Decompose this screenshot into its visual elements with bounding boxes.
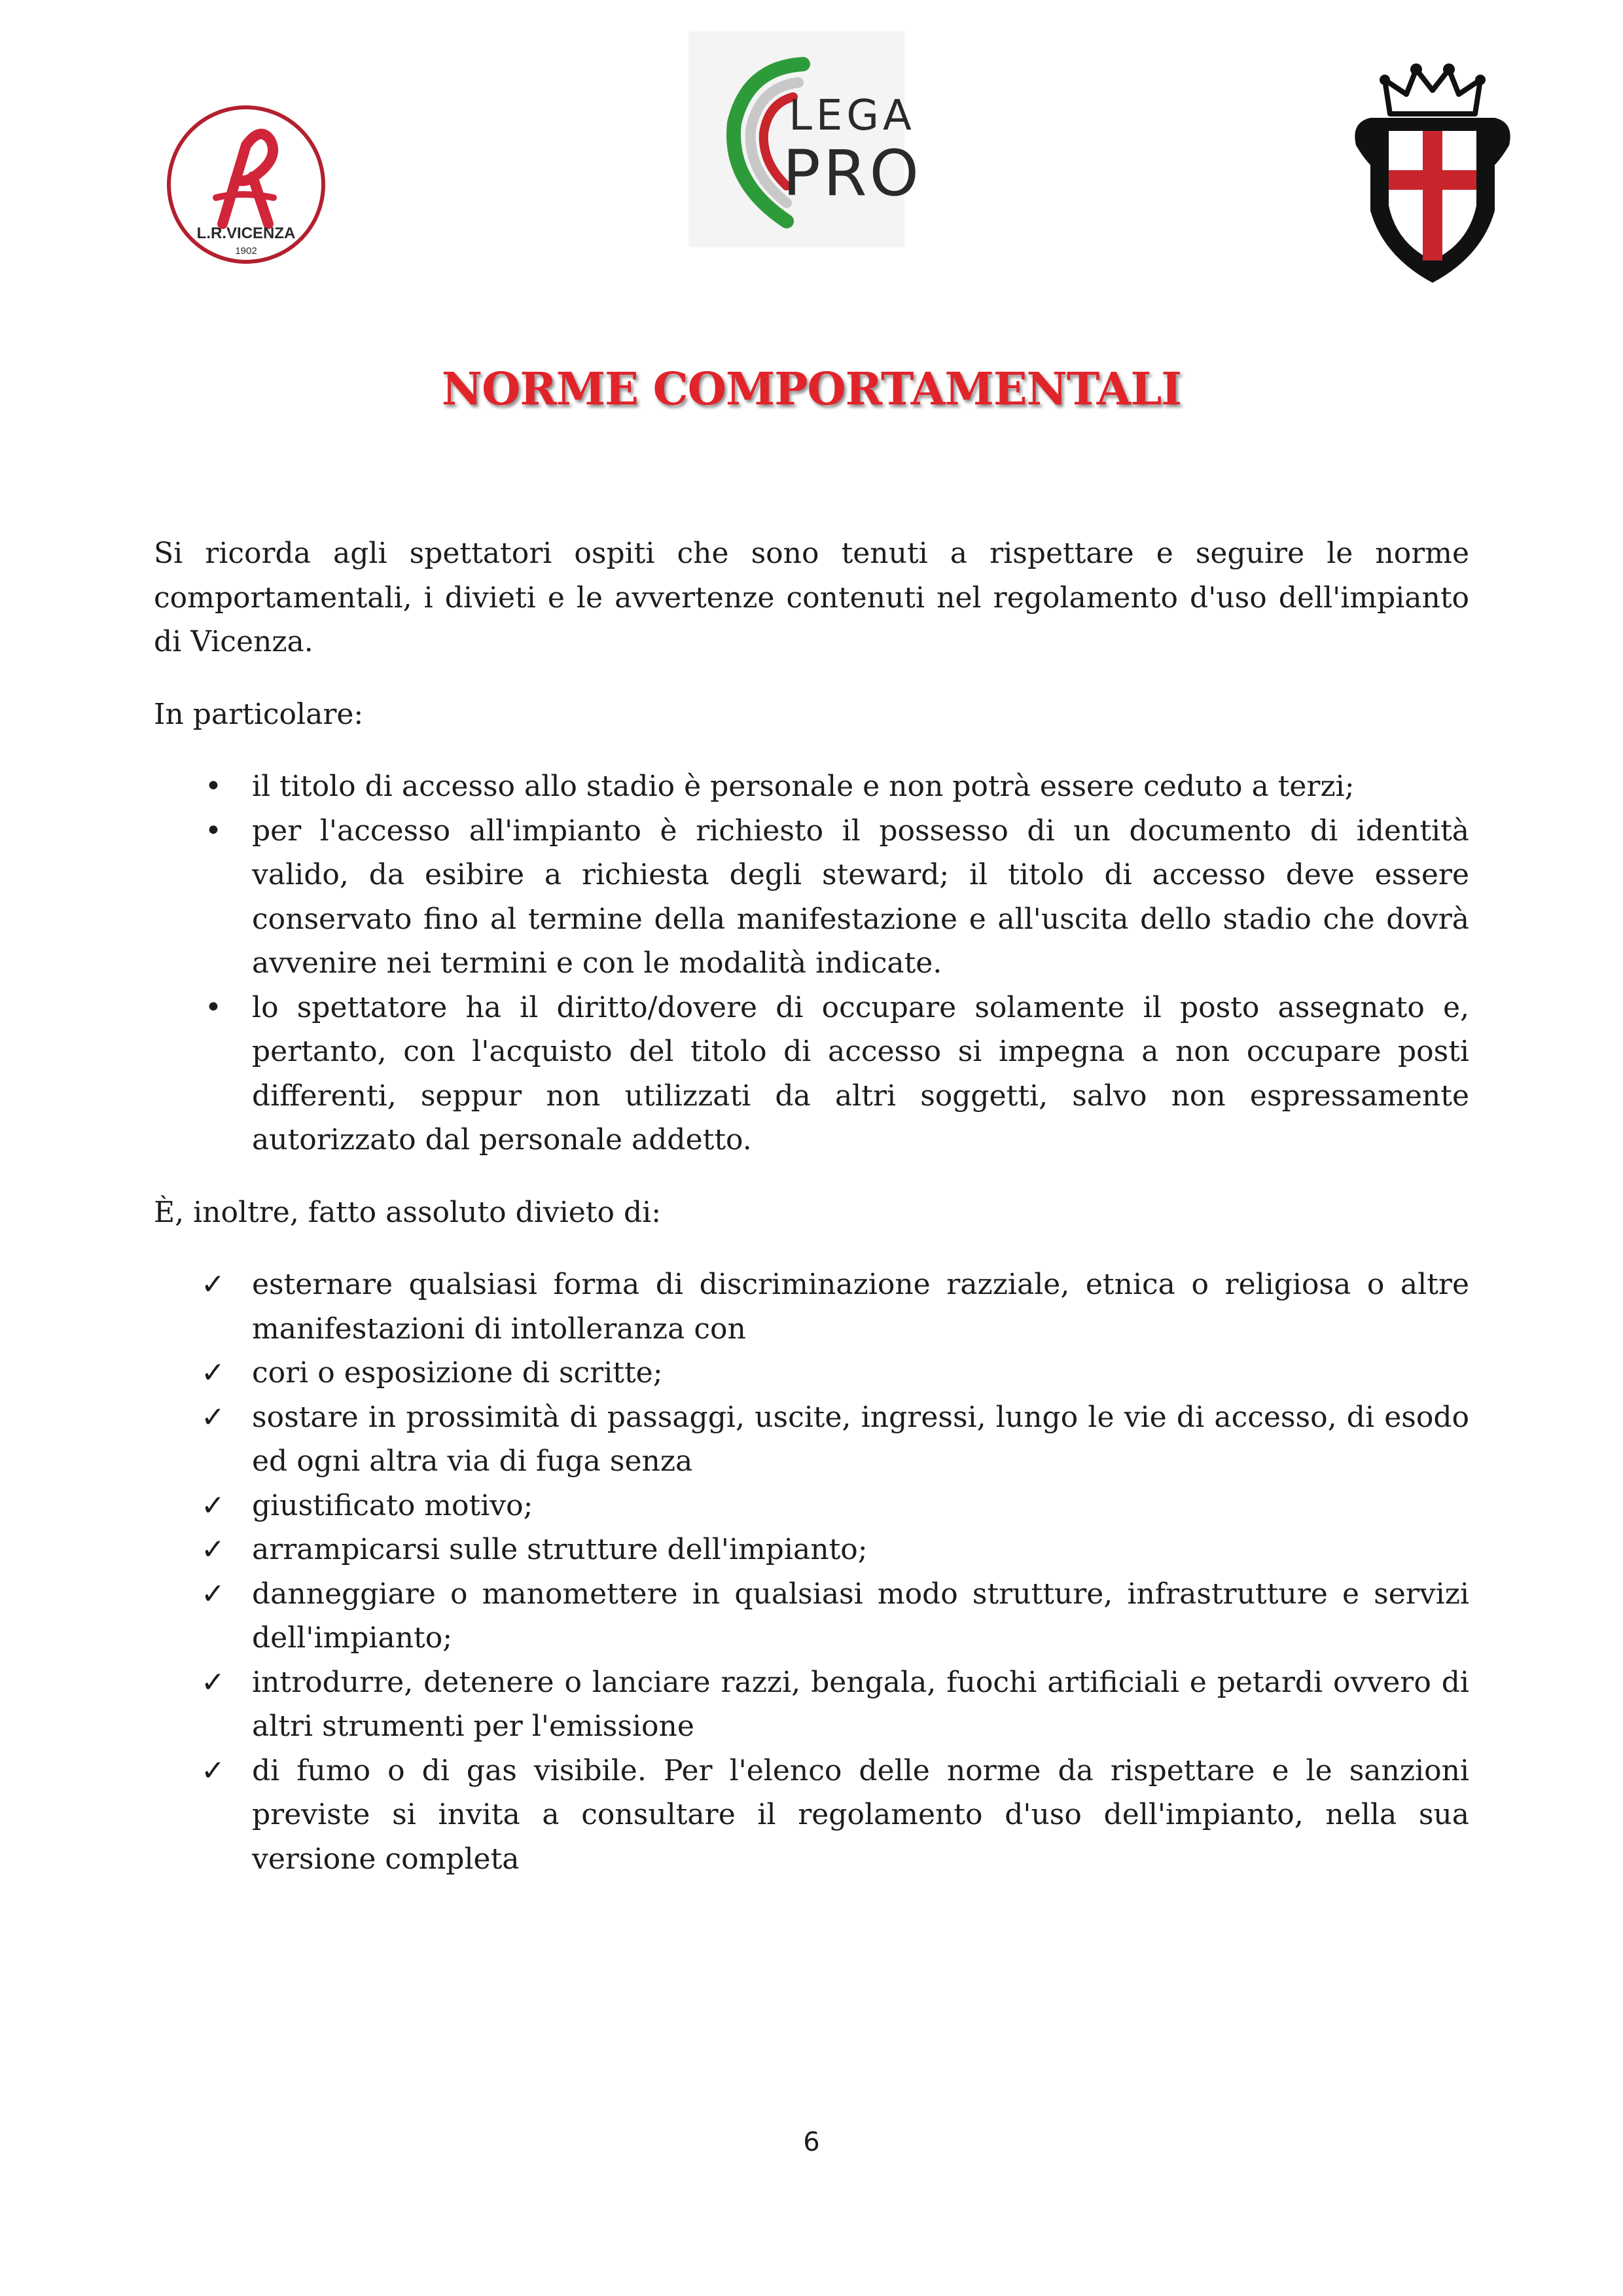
rules-list: [154, 764, 1469, 1162]
prohibition-text: cori o esposizione di scritte;: [252, 1356, 663, 1390]
particolare-label: In particolare:: [154, 697, 364, 731]
list-item: [154, 1395, 1469, 1484]
crest-icon: [1344, 60, 1521, 287]
list-item: [154, 1749, 1469, 1882]
list-item: [154, 764, 1469, 809]
list-item: [154, 1351, 1469, 1395]
checkmark-icon: ✓: [201, 1488, 225, 1522]
prohibition-text: danneggiare o manomettere in qualsiasi modo strutture, infrastrutture e servizi dell'impianto;: [252, 1577, 1469, 1655]
page-title: NORME COMPORTAMENTALI: [441, 363, 1182, 416]
prohibition-text: sostare in prossimità di passaggi, uscite, ingressi, lungo le vie di accesso, di esodo ed ogni altra via di fuga senza: [252, 1400, 1469, 1478]
rule-text: per l'accesso all'impianto è richiesto il possesso di un documento di identità valido, da esibire a richiesta degli steward; il titolo di accesso deve essere conservato fino al termine della manifestazione e all'uscita dello stadio che dovrà avvenire nei termini e con le modalità indicate.: [252, 814, 1469, 980]
document-body: [154, 531, 1469, 1909]
bullet-icon: •: [205, 990, 222, 1024]
checkmark-icon: ✓: [201, 1268, 225, 1301]
list-item: [154, 1572, 1469, 1660]
checkmark-icon: ✓: [201, 1400, 225, 1434]
bullet-icon: •: [205, 770, 222, 803]
rule-text: il titolo di accesso allo stadio è personale e non potrà essere ceduto a terzi;: [252, 770, 1355, 803]
list-item: [154, 1528, 1469, 1572]
page-number: 6: [803, 2127, 820, 2157]
prohibition-text: esternare qualsiasi forma di discriminazione razziale, etnica o religiosa o altre manifestazioni di intolleranza con: [252, 1268, 1469, 1346]
prohibition-text: arrampicarsi sulle strutture dell'impianto;: [252, 1533, 868, 1566]
rule-text: lo spettatore ha il diritto/dovere di occupare solamente il posto assegnato e, pertanto, con l'acquisto del titolo di accesso si impegna a non occupare posti differenti, seppur non utilizzati da altri soggetti, salvo non espressamente autorizzato dal personale addetto.: [252, 990, 1469, 1157]
intro-paragraph: Si ricorda agli spettatori ospiti che sono tenuti a rispettare e seguire le norme comportamentali, i divieti e le avvertenze contenuti nel regolamento d'uso dell'impianto di Vicenza.: [154, 537, 1469, 658]
list-item: [154, 1484, 1469, 1528]
checkmark-icon: ✓: [201, 1753, 225, 1787]
list-item: [154, 1660, 1469, 1749]
prohibition-text: di fumo o di gas visibile. Per l'elenco delle norme da rispettare e le sanzioni previste si invita a consultare il regolamento d'uso dell'impianto, nella sua versione completa: [252, 1753, 1469, 1876]
checkmark-icon: ✓: [201, 1533, 225, 1566]
checkmark-icon: ✓: [201, 1356, 225, 1390]
vicenza-logo-name: L.R.VICENZA: [196, 224, 296, 242]
svg-text:LEGA: LEGA: [789, 92, 916, 140]
divieto-label: È, inoltre, fatto assoluto divieto di:: [154, 1195, 662, 1229]
list-item: [154, 809, 1469, 986]
list-item: [154, 986, 1469, 1162]
prohibitions-list: [154, 1263, 1469, 1881]
lega-pro-logo: [688, 31, 922, 247]
prohibition-text: introdurre, detenere o lanciare razzi, bengala, fuochi artificiali e petardi ovvero di altri strumenti per l'emissione: [252, 1665, 1469, 1743]
vicenza-logo-year: 1902: [235, 245, 257, 257]
checkmark-icon: ✓: [201, 1577, 225, 1611]
vicenza-logo: [162, 99, 330, 276]
svg-text:PRO: PRO: [782, 137, 922, 210]
list-item: [154, 1263, 1469, 1351]
checkmark-icon: ✓: [201, 1665, 225, 1699]
bullet-icon: •: [205, 814, 222, 848]
prohibition-text: giustificato motivo;: [252, 1488, 533, 1522]
